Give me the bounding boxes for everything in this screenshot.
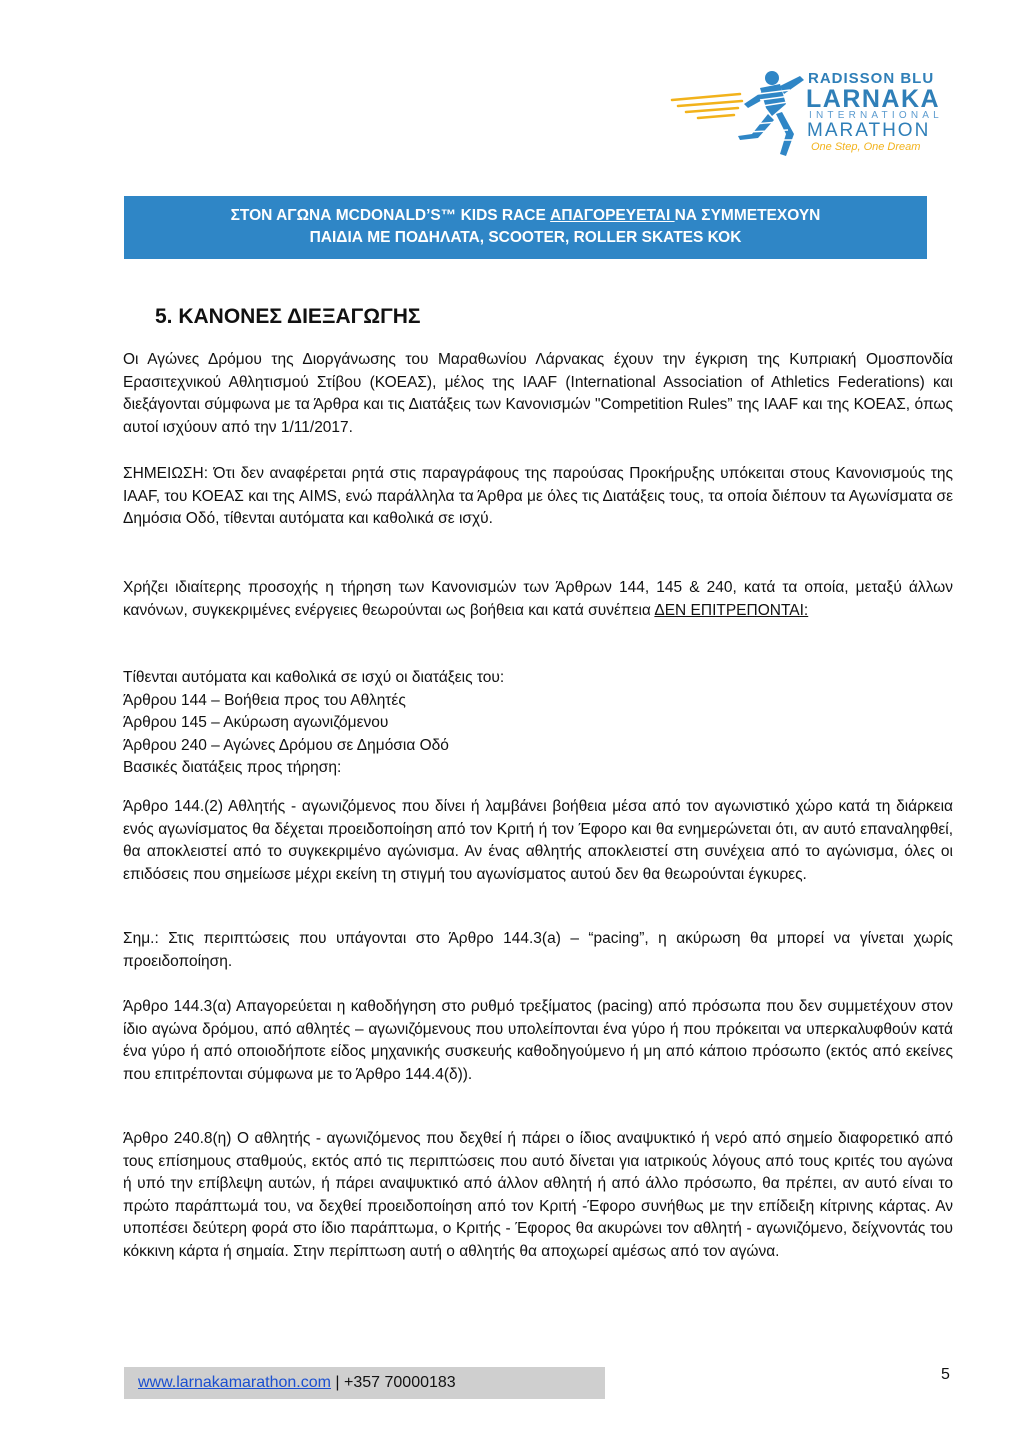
paragraph-article-144-3: Άρθρο 144.3(α) Απαγορεύεται η καθοδήγηση στο ρυθμό τρεξίματος (pacing) από πρόσωπα που δεν συμμετέχουν στον ίδιο αγώνα δρόμου, από αθλητές – αγωνιζόμενους που υπολείπονται ένα γύρο ή που πρόκειται να υπερκαλυφθούν κατά ένα γύρο ή από οποιοδήποτε είδος μηχανικής συσκευής καθοδηγούμενο ή μη από κάποιο πρόσωπο (εκτός από εκείνες που επιτρέπονται σύμφωνα με το Άρθρο 144.4(δ)). <box>123 998 953 1083</box>
phone-number: | +357 70000183 <box>330 1374 456 1391</box>
list-item: Άρθρου 240 – Αγώνες Δρόμου σε Δημόσια Οδό <box>123 736 449 754</box>
footer-bar <box>124 1367 605 1399</box>
articles-list <box>123 667 953 780</box>
logo-city: LARNAKA <box>806 85 941 113</box>
banner-line-2: ΠΑΙΔΙΑ ΜΕ ΠΟΔΗΛΑΤΑ, SCOOTER, ROLLER SKATES ΚΟΚ <box>309 229 742 246</box>
paragraph-article-240-8: Άρθρο 240.8(η) Ο αθλητής - αγωνιζόμενος που δεχθεί ή πάρει ο ίδιος αναψυκτικό ή νερό από σημείο διαφορετικό από τους επίσημους σταθμούς, εκτός από τις περιπτώσεις που αυτό δίνεται για ιατρικούς λόγους από τους κριτές του αγώνα ή υπό την επίβλεψη αυτών, ή πάρει αναψυκτικό από άλλον αθλητή ή από άλλο πρόσωπο, θα πρέπει, αν αυτό είναι το πρώτο παράπτωμά του, να δεχθεί προειδοποίηση από τον Κριτή -Έφορο συνήθως με την επίδειξη κίτρινης κάρτας. Αν υποπέσει δεύτερη φορά στο ίδιο παράπτωμα, ο Κριτής - Έφορος θα ακυρώνει τον αθλητή - αγωνιζόμενο, δείχνοντάς του κόκκινη κάρτα ή σημαία. Στην περίπτωση αυτή ο αθλητής θα αποχωρεί αμέσως από τον αγώνα. <box>123 1130 953 1260</box>
banner-text-b: ΝΑ ΣΥΜΜΕΤΕΧΟΥΝ <box>674 207 821 224</box>
list-item: Άρθρου 145 – Ακύρωση αγωνιζόμενου <box>123 714 389 731</box>
banner-line-1 <box>124 205 927 227</box>
banner-text-prohibited: ΑΠΑΓΟΡΕΥΕΤΑΙ <box>550 207 675 224</box>
paragraph-approval: Οι Αγώνες Δρόμου της Διοργάνωσης του Μαραθωνίου Λάρνακας έχουν την έγκριση της Κυπριακή Ομοσπονδία Ερασιτεχνικού Αθλητισμού Στίβου (ΚΟΕΑΣ), μέλος της IAAF (International Association of Athletics Federations) και διεξάγονται σύμφωνα με τα Άρθρα και τις Διατάξεις των Κανονισμών "Competition Rules” της IAAF και της ΚΟΕΑΣ, όπως αυτοί ισχύουν από την 1/11/2017. <box>123 351 953 436</box>
marathon-logo <box>668 64 943 160</box>
page-number: 5 <box>941 1366 950 1383</box>
list-item: Άρθρου 144 – Βοήθεια προς του Αθλητές <box>123 691 406 709</box>
paragraph-rules-attention <box>123 577 953 622</box>
runner-icon <box>668 64 818 160</box>
list-item: Βασικές διατάξεις προς τήρηση: <box>123 759 342 776</box>
section-heading: 5. ΚΑΝΟΝΕΣ ΔΙΕΞΑΓΩΓΗΣ <box>155 305 421 328</box>
logo-tagline: One Step, One Dream <box>811 141 921 153</box>
articles-list-intro: Τίθενται αυτόματα και καθολικά σε ισχύ οι διατάξεις του: <box>123 669 505 686</box>
banner-text-a: ΣΤΟΝ ΑΓΩΝΑ MCDONALD’S™ KIDS RACE <box>230 207 551 224</box>
logo-marathon: MARATHON <box>807 120 931 141</box>
not-permitted-text: ΔΕΝ ΕΠΙΤΡΕΠΟΝΤΑΙ: <box>654 601 809 619</box>
paragraph-note: ΣΗΜΕΙΩΣΗ: Ότι δεν αναφέρεται ρητά στις παραγράφους της παρούσας Προκήρυξης υπόκειται στους Κανονισμούς της IAAF, του ΚΟΕΑΣ και της AIMS, ενώ παράλληλα τα Άρθρα με όλες τις Διατάξεις τους, τα οποία διέπουν τα Αγωνίσματα σε Δημόσια Οδό, τίθενται αυτόματα και καθολικά σε ισχύ. <box>123 465 953 527</box>
paragraph-article-144-2: Άρθρο 144.(2) Αθλητής - αγωνιζόμενος που δίνει ή λαμβάνει βοήθεια μέσα από τον αγωνιστικό χώρο κατά τη διάρκεια ενός αγωνίσματος θα δέχεται προειδοποίηση από τον Κριτή ή τον Έφορο και θα ενημερώνεται ότι, αν αυτό επαναληφθεί, θα αποκλειστεί από το συγκεκριμένο αγώνισμα. Αν ένας αθλητής αποκλειστεί στη συνέχεια από το αγώνισμα, όλες οι επιδόσεις που σημείωσε μέχρι εκείνη τη στιγμή του αγωνίσματος αυτού δεν θα θεωρούνται έγκυρες. <box>123 798 953 883</box>
website-link[interactable]: www.larnakamarathon.com <box>138 1374 331 1391</box>
logo-brand: RADISSON BLU <box>808 70 935 87</box>
paragraph-pacing-note: Σημ.: Στις περιπτώσεις που υπάγονται στο Άρθρο 144.3(a) – “pacing”, η ακύρωση θα μπορεί να γίνεται χωρίς προειδοποίηση. <box>123 930 953 970</box>
kids-race-notice-banner <box>124 196 927 259</box>
logo-international: INTERNATIONAL <box>809 110 943 121</box>
paragraph-rules-text: Χρήζει ιδιαίτερης προσοχής η τήρηση των Κανονισμών των Άρθρων 144, 145 & 240, κατά τα οποία, μεταξύ άλλων κανόνων, συγκεκριμένες ενέργειες θεωρούνται ως βοήθεια και κατά συνέπεια <box>123 579 953 619</box>
